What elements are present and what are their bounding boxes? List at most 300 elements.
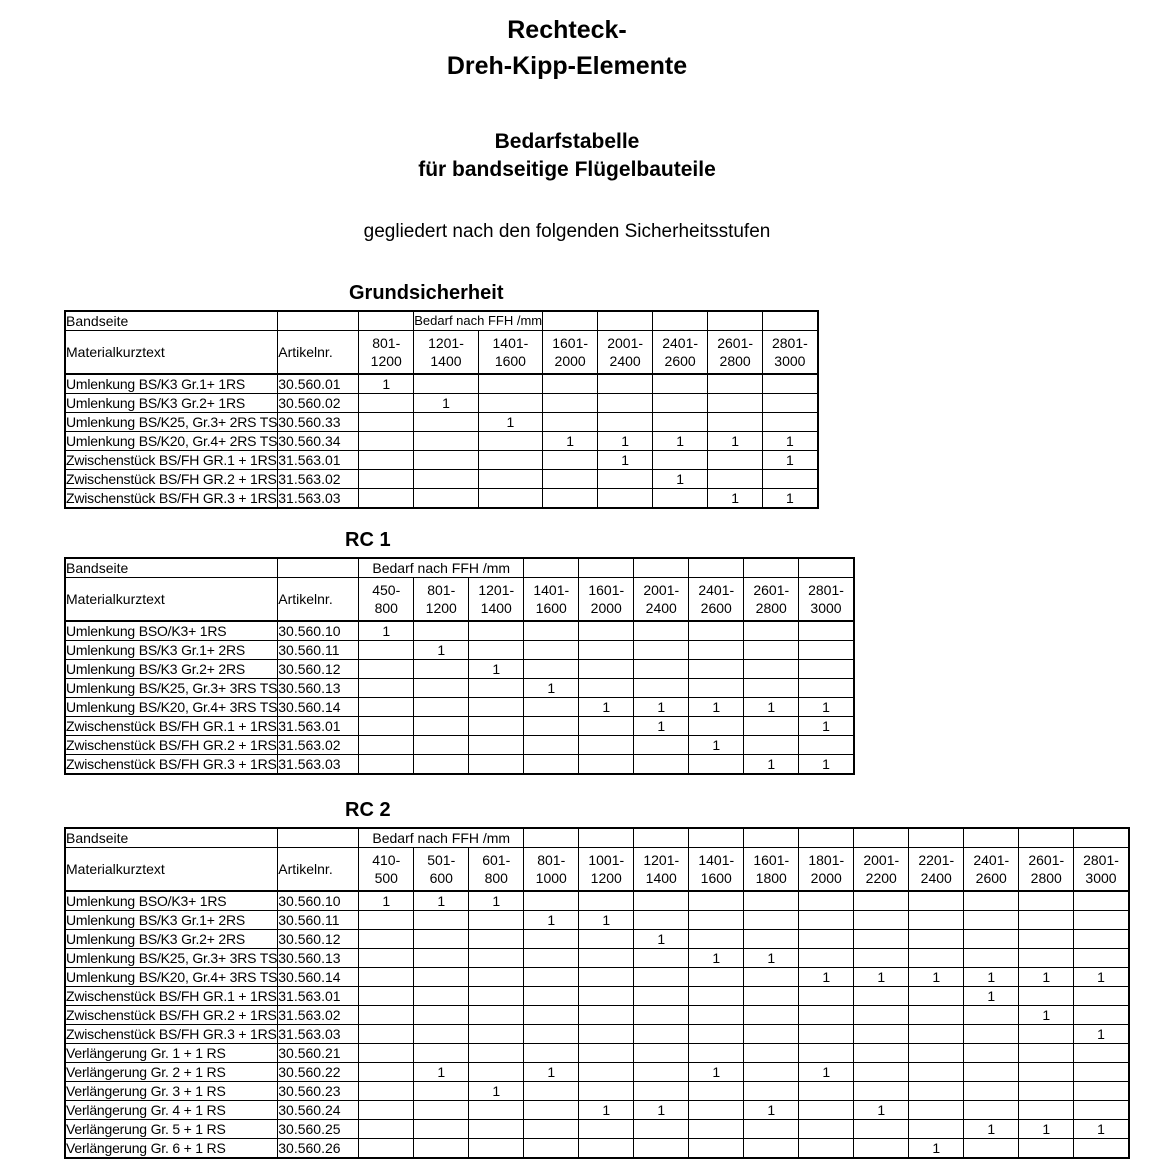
artikelnr-cell: 31.563.03 xyxy=(278,1025,359,1044)
ffh-range-header-cell xyxy=(744,848,799,892)
empty-cell xyxy=(653,489,708,509)
empty-cell xyxy=(653,413,708,432)
ffh-range-header-cell xyxy=(689,578,744,622)
ffh-mark-cell: 1 xyxy=(653,470,708,489)
material-cell: Zwischenstück BS/FH GR.1 + 1RS xyxy=(66,988,277,1004)
ffh-mark-cell: 1 xyxy=(598,451,653,470)
material-cell: Verlängerung Gr. 1 + 1 RS xyxy=(65,1044,278,1063)
empty-cell xyxy=(634,987,689,1006)
ffh-mark-cell: 1 xyxy=(964,987,1019,1006)
empty-cell xyxy=(469,911,524,930)
ffh-range-top: 410- xyxy=(372,852,401,868)
table-row xyxy=(65,968,1129,987)
ffh-range-bottom: 3000 xyxy=(1085,870,1117,886)
ffh-range-bottom: 1400 xyxy=(480,600,512,616)
empty-cell xyxy=(414,660,469,679)
ffh-range-bottom: 1200 xyxy=(370,353,402,369)
empty-cell xyxy=(634,1139,689,1159)
empty-cell xyxy=(579,717,634,736)
artikelnr-cell: 30.560.33 xyxy=(278,413,359,432)
empty-cell xyxy=(909,987,964,1006)
ffh-mark-cell: 1 xyxy=(524,679,579,698)
empty-cell xyxy=(1019,1063,1074,1082)
ffh-range-top: 2601- xyxy=(1028,852,1065,868)
empty-cell xyxy=(579,755,634,775)
artikelnr-cell: 30.560.26 xyxy=(278,1139,359,1159)
empty-cell xyxy=(524,1139,579,1159)
ffh-mark-cell: 1 xyxy=(744,755,799,775)
empty-cell xyxy=(524,828,579,848)
artikelnr-cell: 30.560.12 xyxy=(278,930,359,949)
empty-cell xyxy=(414,621,469,641)
empty-cell xyxy=(579,891,634,911)
material-cell: Umlenkung BSO/K3+ 1RS xyxy=(65,621,278,641)
empty-cell xyxy=(359,755,414,775)
ffh-range-header-cell xyxy=(414,848,469,892)
artikelnr-cell: 30.560.14 xyxy=(278,698,359,717)
empty-cell xyxy=(634,949,689,968)
ffh-mark-cell: 1 xyxy=(478,413,542,432)
column-header-row xyxy=(65,848,1129,892)
ffh-range-top: 2401- xyxy=(973,852,1010,868)
empty-cell xyxy=(359,311,414,331)
empty-cell xyxy=(854,1063,909,1082)
table-row xyxy=(65,489,818,509)
empty-cell xyxy=(359,1044,414,1063)
artikelnr-cell: 30.560.24 xyxy=(278,1101,359,1120)
empty-cell xyxy=(359,736,414,755)
table-row xyxy=(65,717,854,736)
empty-cell xyxy=(414,1082,469,1101)
empty-cell xyxy=(799,1006,854,1025)
ffh-range-top: 2601- xyxy=(717,335,754,351)
empty-cell xyxy=(469,1006,524,1025)
empty-cell xyxy=(414,736,469,755)
empty-cell xyxy=(689,660,744,679)
empty-cell xyxy=(469,1120,524,1139)
empty-cell xyxy=(359,470,414,489)
empty-cell xyxy=(689,1101,744,1120)
empty-cell xyxy=(689,1139,744,1159)
empty-cell xyxy=(964,911,1019,930)
artikelnr-cell: 30.560.23 xyxy=(278,1082,359,1101)
ffh-range-header-cell xyxy=(964,848,1019,892)
material-cell: Verlängerung Gr. 5 + 1 RS xyxy=(65,1120,278,1139)
empty-cell xyxy=(359,432,414,451)
empty-cell xyxy=(469,987,524,1006)
empty-cell xyxy=(634,911,689,930)
empty-cell xyxy=(579,641,634,660)
empty-cell xyxy=(653,374,708,394)
ffh-range-header-cell xyxy=(799,848,854,892)
ffh-range-top: 1201- xyxy=(478,582,515,598)
ffh-range-bottom: 1800 xyxy=(755,870,787,886)
empty-cell xyxy=(744,736,799,755)
ffh-mark-cell: 1 xyxy=(763,432,818,451)
empty-cell xyxy=(1074,987,1129,1006)
ffh-mark-cell: 1 xyxy=(414,1063,469,1082)
ffh-mark-cell: 1 xyxy=(579,1101,634,1120)
ffh-range-top: 2201- xyxy=(918,852,955,868)
table-row xyxy=(65,660,854,679)
empty-cell xyxy=(799,987,854,1006)
ffh-range-bottom: 2000 xyxy=(554,353,586,369)
table-row xyxy=(65,621,854,641)
ffh-mark-cell: 1 xyxy=(469,891,524,911)
empty-cell xyxy=(543,394,598,413)
ffh-mark-cell: 1 xyxy=(744,949,799,968)
ffh-range-bottom: 800 xyxy=(484,870,508,886)
table-row xyxy=(65,679,854,698)
empty-cell xyxy=(964,1101,1019,1120)
empty-cell xyxy=(414,911,469,930)
ffh-mark-cell: 1 xyxy=(634,698,689,717)
ffh-mark-cell: 1 xyxy=(634,1101,689,1120)
material-cell: Verlängerung Gr. 3 + 1 RS xyxy=(65,1082,278,1101)
empty-cell xyxy=(579,660,634,679)
ffh-range-header-cell xyxy=(598,331,653,375)
empty-cell xyxy=(359,717,414,736)
ffh-mark-cell: 1 xyxy=(653,432,708,451)
empty-cell xyxy=(909,949,964,968)
empty-cell xyxy=(799,828,854,848)
ffh-range-header-cell xyxy=(763,331,818,375)
empty-cell xyxy=(964,1025,1019,1044)
table-row xyxy=(65,911,1129,930)
artikelnr-cell: 31.563.03 xyxy=(278,755,359,775)
ffh-mark-cell: 1 xyxy=(1074,968,1129,987)
empty-cell xyxy=(543,374,598,394)
empty-cell xyxy=(653,451,708,470)
empty-cell xyxy=(469,755,524,775)
empty-cell xyxy=(524,736,579,755)
ffh-mark-cell: 1 xyxy=(414,641,469,660)
empty-cell xyxy=(579,558,634,578)
table-row xyxy=(65,1139,1129,1159)
ffh-range-top: 2001- xyxy=(863,852,900,868)
empty-cell xyxy=(359,1101,414,1120)
ffh-range-top: 2801- xyxy=(1083,852,1119,868)
empty-cell xyxy=(1074,1139,1129,1159)
empty-cell xyxy=(964,891,1019,911)
ffh-range-bottom: 3000 xyxy=(774,353,806,369)
empty-cell xyxy=(414,968,469,987)
empty-cell xyxy=(744,1082,799,1101)
ffh-mark-cell: 1 xyxy=(799,755,854,775)
material-cell: Zwischenstück BS/FH GR.3 + 1RS xyxy=(66,1026,277,1042)
empty-cell xyxy=(689,621,744,641)
material-cell: Zwischenstück BS/FH GR.2 + 1RS xyxy=(66,1007,277,1023)
empty-cell xyxy=(634,641,689,660)
table-row xyxy=(65,1082,1129,1101)
empty-cell xyxy=(854,828,909,848)
empty-cell xyxy=(414,930,469,949)
material-cell: Umlenkung BS/K3 Gr.2+ 2RS xyxy=(65,660,278,679)
artikelnr-cell: 30.560.02 xyxy=(278,394,359,413)
empty-cell xyxy=(543,413,598,432)
empty-cell xyxy=(689,755,744,775)
empty-cell xyxy=(359,1063,414,1082)
empty-cell xyxy=(359,911,414,930)
empty-cell xyxy=(524,558,579,578)
empty-cell xyxy=(634,828,689,848)
empty-cell xyxy=(854,1120,909,1139)
artikelnr-cell: 31.563.03 xyxy=(278,489,359,509)
ffh-mark-cell: 1 xyxy=(799,968,854,987)
ffh-range-bottom: 1400 xyxy=(430,353,462,369)
material-cell: Umlenkung BSO/K3+ 1RS xyxy=(65,891,278,911)
ffh-mark-cell: 1 xyxy=(598,432,653,451)
ffh-range-header-cell xyxy=(414,331,478,375)
bedarf-header-cell: Bedarf nach FFH /mm xyxy=(414,311,543,331)
artikelnr-cell: 30.560.22 xyxy=(278,1063,359,1082)
empty-cell xyxy=(909,828,964,848)
empty-cell xyxy=(744,1025,799,1044)
requirements-table-rc-1 xyxy=(64,557,855,775)
ffh-mark-cell: 1 xyxy=(579,911,634,930)
doc-subtitle-line2: für bandseitige Flügelbauteile xyxy=(418,158,716,181)
empty-cell xyxy=(359,489,414,509)
ffh-range-header-cell xyxy=(854,848,909,892)
empty-cell xyxy=(524,987,579,1006)
empty-cell xyxy=(689,1044,744,1063)
artikelnr-cell: 30.560.11 xyxy=(278,911,359,930)
empty-cell xyxy=(689,987,744,1006)
tables-container xyxy=(0,282,1162,1159)
empty-cell xyxy=(414,489,478,509)
empty-cell xyxy=(469,641,524,660)
ffh-range-header-cell xyxy=(689,848,744,892)
empty-cell xyxy=(1074,911,1129,930)
empty-cell xyxy=(579,1139,634,1159)
ffh-range-top: 1001- xyxy=(588,852,625,868)
empty-cell xyxy=(634,755,689,775)
ffh-range-bottom: 1600 xyxy=(494,353,526,369)
empty-cell xyxy=(653,311,708,331)
ffh-range-header-cell xyxy=(359,578,414,622)
ffh-mark-cell: 1 xyxy=(799,717,854,736)
material-header-cell: Materialkurztext xyxy=(65,848,278,892)
empty-cell xyxy=(799,930,854,949)
empty-cell xyxy=(744,987,799,1006)
artikelnr-cell: 30.560.13 xyxy=(278,949,359,968)
empty-cell xyxy=(478,394,542,413)
empty-cell xyxy=(854,1139,909,1159)
artikelnr-cell: 30.560.01 xyxy=(278,374,359,394)
empty-cell xyxy=(634,1025,689,1044)
ffh-mark-cell: 1 xyxy=(359,621,414,641)
empty-cell xyxy=(689,891,744,911)
empty-cell xyxy=(469,1101,524,1120)
empty-cell xyxy=(414,1025,469,1044)
artikelnr-header-cell: Artikelnr. xyxy=(278,848,359,892)
empty-cell xyxy=(579,736,634,755)
table-row xyxy=(65,470,818,489)
ffh-range-header-cell xyxy=(524,848,579,892)
empty-cell xyxy=(469,1025,524,1044)
empty-cell xyxy=(744,1139,799,1159)
empty-cell xyxy=(543,489,598,509)
empty-cell xyxy=(1074,828,1129,848)
ffh-range-header-cell xyxy=(478,331,542,375)
empty-cell xyxy=(1019,828,1074,848)
table-row xyxy=(65,755,854,775)
empty-cell xyxy=(543,451,598,470)
ffh-mark-cell: 1 xyxy=(763,451,818,470)
material-cell: Umlenkung BS/K3 Gr.2+ 1RS xyxy=(65,394,278,413)
empty-cell xyxy=(909,1006,964,1025)
empty-cell xyxy=(414,432,478,451)
empty-cell xyxy=(414,1044,469,1063)
ffh-range-top: 1601- xyxy=(753,852,790,868)
empty-cell xyxy=(524,1025,579,1044)
empty-cell xyxy=(689,828,744,848)
empty-cell xyxy=(469,679,524,698)
empty-cell xyxy=(359,394,414,413)
empty-cell xyxy=(744,717,799,736)
doc-title-line2: Dreh-Kipp-Elemente xyxy=(446,52,688,80)
empty-cell xyxy=(524,698,579,717)
empty-cell xyxy=(543,470,598,489)
ffh-range-header-cell xyxy=(359,331,414,375)
empty-cell xyxy=(524,621,579,641)
ffh-range-header-cell xyxy=(579,578,634,622)
bandseite-row xyxy=(65,311,818,331)
ffh-mark-cell: 1 xyxy=(1074,1120,1129,1139)
empty-cell xyxy=(478,374,542,394)
empty-cell xyxy=(414,413,478,432)
ffh-mark-cell: 1 xyxy=(854,1101,909,1120)
ffh-range-header-cell xyxy=(634,578,689,622)
material-cell: Umlenkung BS/K20, Gr.4+ 2RS TS xyxy=(66,433,278,449)
empty-cell xyxy=(469,968,524,987)
empty-cell xyxy=(744,558,799,578)
material-cell: Verlängerung Gr. 2 + 1 RS xyxy=(65,1063,278,1082)
empty-cell xyxy=(1019,949,1074,968)
ffh-range-bottom: 2600 xyxy=(664,353,696,369)
empty-cell xyxy=(1074,930,1129,949)
empty-cell xyxy=(524,968,579,987)
doc-note: gegliedert nach den folgenden Sicherheitsstufen xyxy=(363,221,771,242)
empty-cell xyxy=(854,987,909,1006)
empty-cell xyxy=(689,558,744,578)
table-row xyxy=(65,1120,1129,1139)
empty-cell xyxy=(579,1120,634,1139)
ffh-range-bottom: 1200 xyxy=(425,600,457,616)
empty-cell xyxy=(598,374,653,394)
ffh-range-top: 601- xyxy=(482,852,511,868)
empty-cell xyxy=(543,311,598,331)
empty-cell xyxy=(909,1120,964,1139)
section-title-rc-2: RC 2 xyxy=(345,799,391,821)
empty-cell xyxy=(799,736,854,755)
empty-cell xyxy=(598,413,653,432)
ffh-mark-cell: 1 xyxy=(469,660,524,679)
empty-cell xyxy=(689,911,744,930)
empty-cell xyxy=(964,1063,1019,1082)
table-row xyxy=(65,698,854,717)
ffh-mark-cell: 1 xyxy=(854,968,909,987)
ffh-range-top: 501- xyxy=(427,852,456,868)
empty-cell xyxy=(799,1139,854,1159)
empty-cell xyxy=(744,828,799,848)
ffh-mark-cell: 1 xyxy=(543,432,598,451)
ffh-mark-cell: 1 xyxy=(799,698,854,717)
section-title-rc-1: RC 1 xyxy=(345,529,391,551)
material-cell: Umlenkung BS/K3 Gr.2+ 2RS xyxy=(65,930,278,949)
empty-cell xyxy=(359,698,414,717)
empty-cell xyxy=(799,558,854,578)
empty-cell xyxy=(854,930,909,949)
empty-cell xyxy=(579,968,634,987)
empty-cell xyxy=(744,1120,799,1139)
artikelnr-cell: 31.563.01 xyxy=(278,987,359,1006)
empty-cell xyxy=(359,1120,414,1139)
ffh-range-top: 1601- xyxy=(588,582,625,598)
ffh-mark-cell: 1 xyxy=(689,698,744,717)
ffh-mark-cell: 1 xyxy=(1019,1006,1074,1025)
empty-cell xyxy=(909,891,964,911)
empty-cell xyxy=(909,1082,964,1101)
empty-cell xyxy=(964,1139,1019,1159)
empty-cell xyxy=(634,1063,689,1082)
empty-cell xyxy=(634,1044,689,1063)
empty-cell xyxy=(414,1006,469,1025)
ffh-range-top: 2401- xyxy=(662,335,699,351)
empty-cell xyxy=(478,451,542,470)
table-row xyxy=(65,1006,1129,1025)
artikelnr-header-cell: Artikelnr. xyxy=(278,331,359,375)
empty-cell xyxy=(634,1006,689,1025)
empty-cell xyxy=(414,679,469,698)
ffh-mark-cell: 1 xyxy=(1019,968,1074,987)
table-row xyxy=(65,930,1129,949)
empty-cell xyxy=(634,736,689,755)
requirements-table-grundsicherheit xyxy=(64,310,819,509)
empty-cell xyxy=(469,949,524,968)
empty-cell xyxy=(964,949,1019,968)
empty-cell xyxy=(524,717,579,736)
empty-cell xyxy=(359,1082,414,1101)
artikelnr-cell: 30.560.11 xyxy=(278,641,359,660)
ffh-mark-cell: 1 xyxy=(359,374,414,394)
empty-cell xyxy=(854,891,909,911)
material-header-cell: Materialkurztext xyxy=(65,578,278,622)
table-row xyxy=(65,736,854,755)
empty-cell xyxy=(579,930,634,949)
ffh-range-header-cell xyxy=(799,578,854,622)
ffh-range-bottom: 1200 xyxy=(590,870,622,886)
artikelnr-cell: 30.560.10 xyxy=(278,891,359,911)
empty-cell xyxy=(469,1063,524,1082)
empty-cell xyxy=(1074,1006,1129,1025)
empty-cell xyxy=(359,949,414,968)
empty-cell xyxy=(744,1044,799,1063)
empty-cell xyxy=(278,558,359,578)
doc-subtitle-line1: Bedarfstabelle xyxy=(494,130,640,153)
ffh-range-bottom: 1400 xyxy=(645,870,677,886)
table-row xyxy=(65,1025,1129,1044)
empty-cell xyxy=(634,968,689,987)
empty-cell xyxy=(799,679,854,698)
ffh-mark-cell: 1 xyxy=(1019,1120,1074,1139)
requirements-table-rc-2 xyxy=(64,827,1130,1159)
empty-cell xyxy=(579,1044,634,1063)
empty-cell xyxy=(909,1101,964,1120)
document-header xyxy=(0,0,1134,244)
empty-cell xyxy=(689,1025,744,1044)
empty-cell xyxy=(763,394,818,413)
